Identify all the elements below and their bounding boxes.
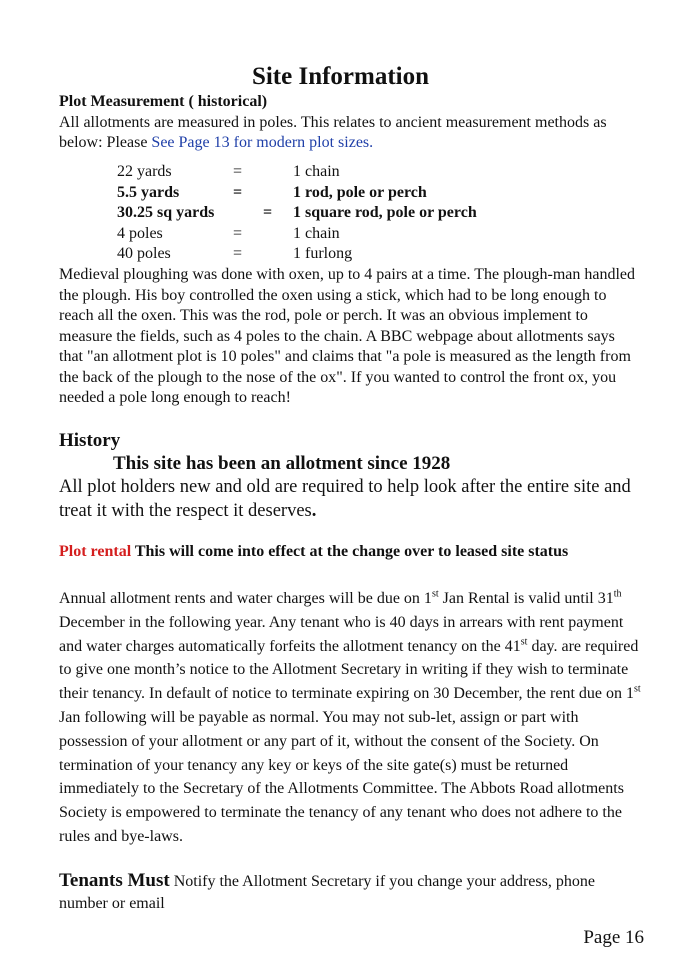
conversion-equals: = <box>233 183 243 201</box>
plot-rental-paragraph <box>59 587 644 849</box>
history-body-text: All plot holders new and old are required to help look after the entire site and treat it with the respect it deserves <box>59 477 631 521</box>
medieval-paragraph: Medieval ploughing was done with oxen, up to 4 pairs at a time. The plough-man handled the plough. His boy controlled the oxen using a stick, which had to be long enough to reach all the oxen. This was the rod, pole or perch. It was an obvious implement to measure the fields, such as 4 poles to the chain. A BBC webpage about allotments says that "an allotment plot is 10 poles" and claims that "a pole is measured as the length from the back of the plough to the nose of the ox". If you wanted to control the front ox, you needed a pole long enough to reach! <box>59 266 636 406</box>
plot-measurement-section <box>59 92 639 154</box>
history-body-end: . <box>311 501 317 521</box>
conversion-row <box>117 162 477 183</box>
rental-text: Jan Rental is valid until 31 <box>438 590 614 607</box>
plot-rental-heading-text: This will come into effect at the change over to leased site status <box>131 543 569 560</box>
rental-text: day. are required to give one month’s notice to the Allotment Secretary in writing if they wish to terminate their tenancy. In default of notice to terminate expiring on 30 December, the rent due on 1 <box>59 637 639 703</box>
conversion-equals: = <box>263 204 273 222</box>
history-heading: History <box>59 430 121 451</box>
ordinal-suffix: th <box>613 588 622 600</box>
page-title: Site Information <box>251 63 430 90</box>
rental-text: Jan following will be payable as normal. You may not sub-let, assign or part with possession of your allotment or any part of it, without the consent of the Society. On termination of your tenancy any key or keys of the site gate(s) must be returned immediately to the Secretary of the Allotments Committee. The Abbots Road allotments Society is empowered to terminate the tenancy of any tenant who does not adhere to the rules and bye-laws. <box>59 708 624 845</box>
tenants-must-text: Notify the Allotment Secretary if you change your address, phone number or email <box>59 873 595 912</box>
conversion-right: 1 square rod, pole or perch <box>293 204 477 222</box>
tenants-must-paragraph <box>59 870 639 915</box>
conversion-row <box>117 203 477 224</box>
history-subheading: This site has been an allotment since 1928 <box>113 453 451 474</box>
page-number: Page 16 <box>583 927 644 948</box>
conversion-row <box>117 224 477 245</box>
ordinal-suffix: st <box>520 636 528 648</box>
conversion-right: 1 chain <box>293 224 340 242</box>
conversion-row <box>117 244 477 265</box>
conversion-right: 1 chain <box>293 163 340 180</box>
conversion-row <box>117 183 477 204</box>
ordinal-suffix: st <box>634 683 641 695</box>
tenants-must-lead: Tenants Must <box>59 870 170 891</box>
conversion-left: 22 yards <box>117 163 172 180</box>
conversion-left: 40 poles <box>117 245 171 263</box>
conversion-equals: = <box>233 245 243 263</box>
conversion-right: 1 rod, pole or perch <box>293 183 427 201</box>
plot-measurement-intro <box>59 113 639 154</box>
modern-plot-sizes-link[interactable]: See Page 13 for modern plot sizes. <box>151 134 374 151</box>
rental-text: Annual allotment rents and water charges will be due on 1 <box>59 590 432 607</box>
conversion-right: 1 furlong <box>293 245 353 263</box>
conversion-equals: = <box>233 163 243 180</box>
conversion-table <box>117 162 477 265</box>
intro-text: All allotments are measured in poles. This relates to ancient measurement methods as below: Please <box>59 113 607 151</box>
plot-rental-heading <box>59 541 629 562</box>
history-paragraph <box>59 475 639 523</box>
conversion-left: 30.25 sq yards <box>117 204 215 222</box>
conversion-left: 4 poles <box>117 224 163 242</box>
plot-measurement-heading: Plot Measurement ( historical) <box>59 93 268 110</box>
ordinal-suffix: st <box>431 588 439 600</box>
plot-rental-label: Plot rental <box>59 543 132 560</box>
rental-text: December in the following year. Any tenant who is 40 days in arrears with rent payment and water charges automatically forfeits the allotment tenancy on the 41 <box>59 613 624 655</box>
conversion-left: 5.5 yards <box>117 183 180 201</box>
conversion-equals: = <box>233 224 243 242</box>
